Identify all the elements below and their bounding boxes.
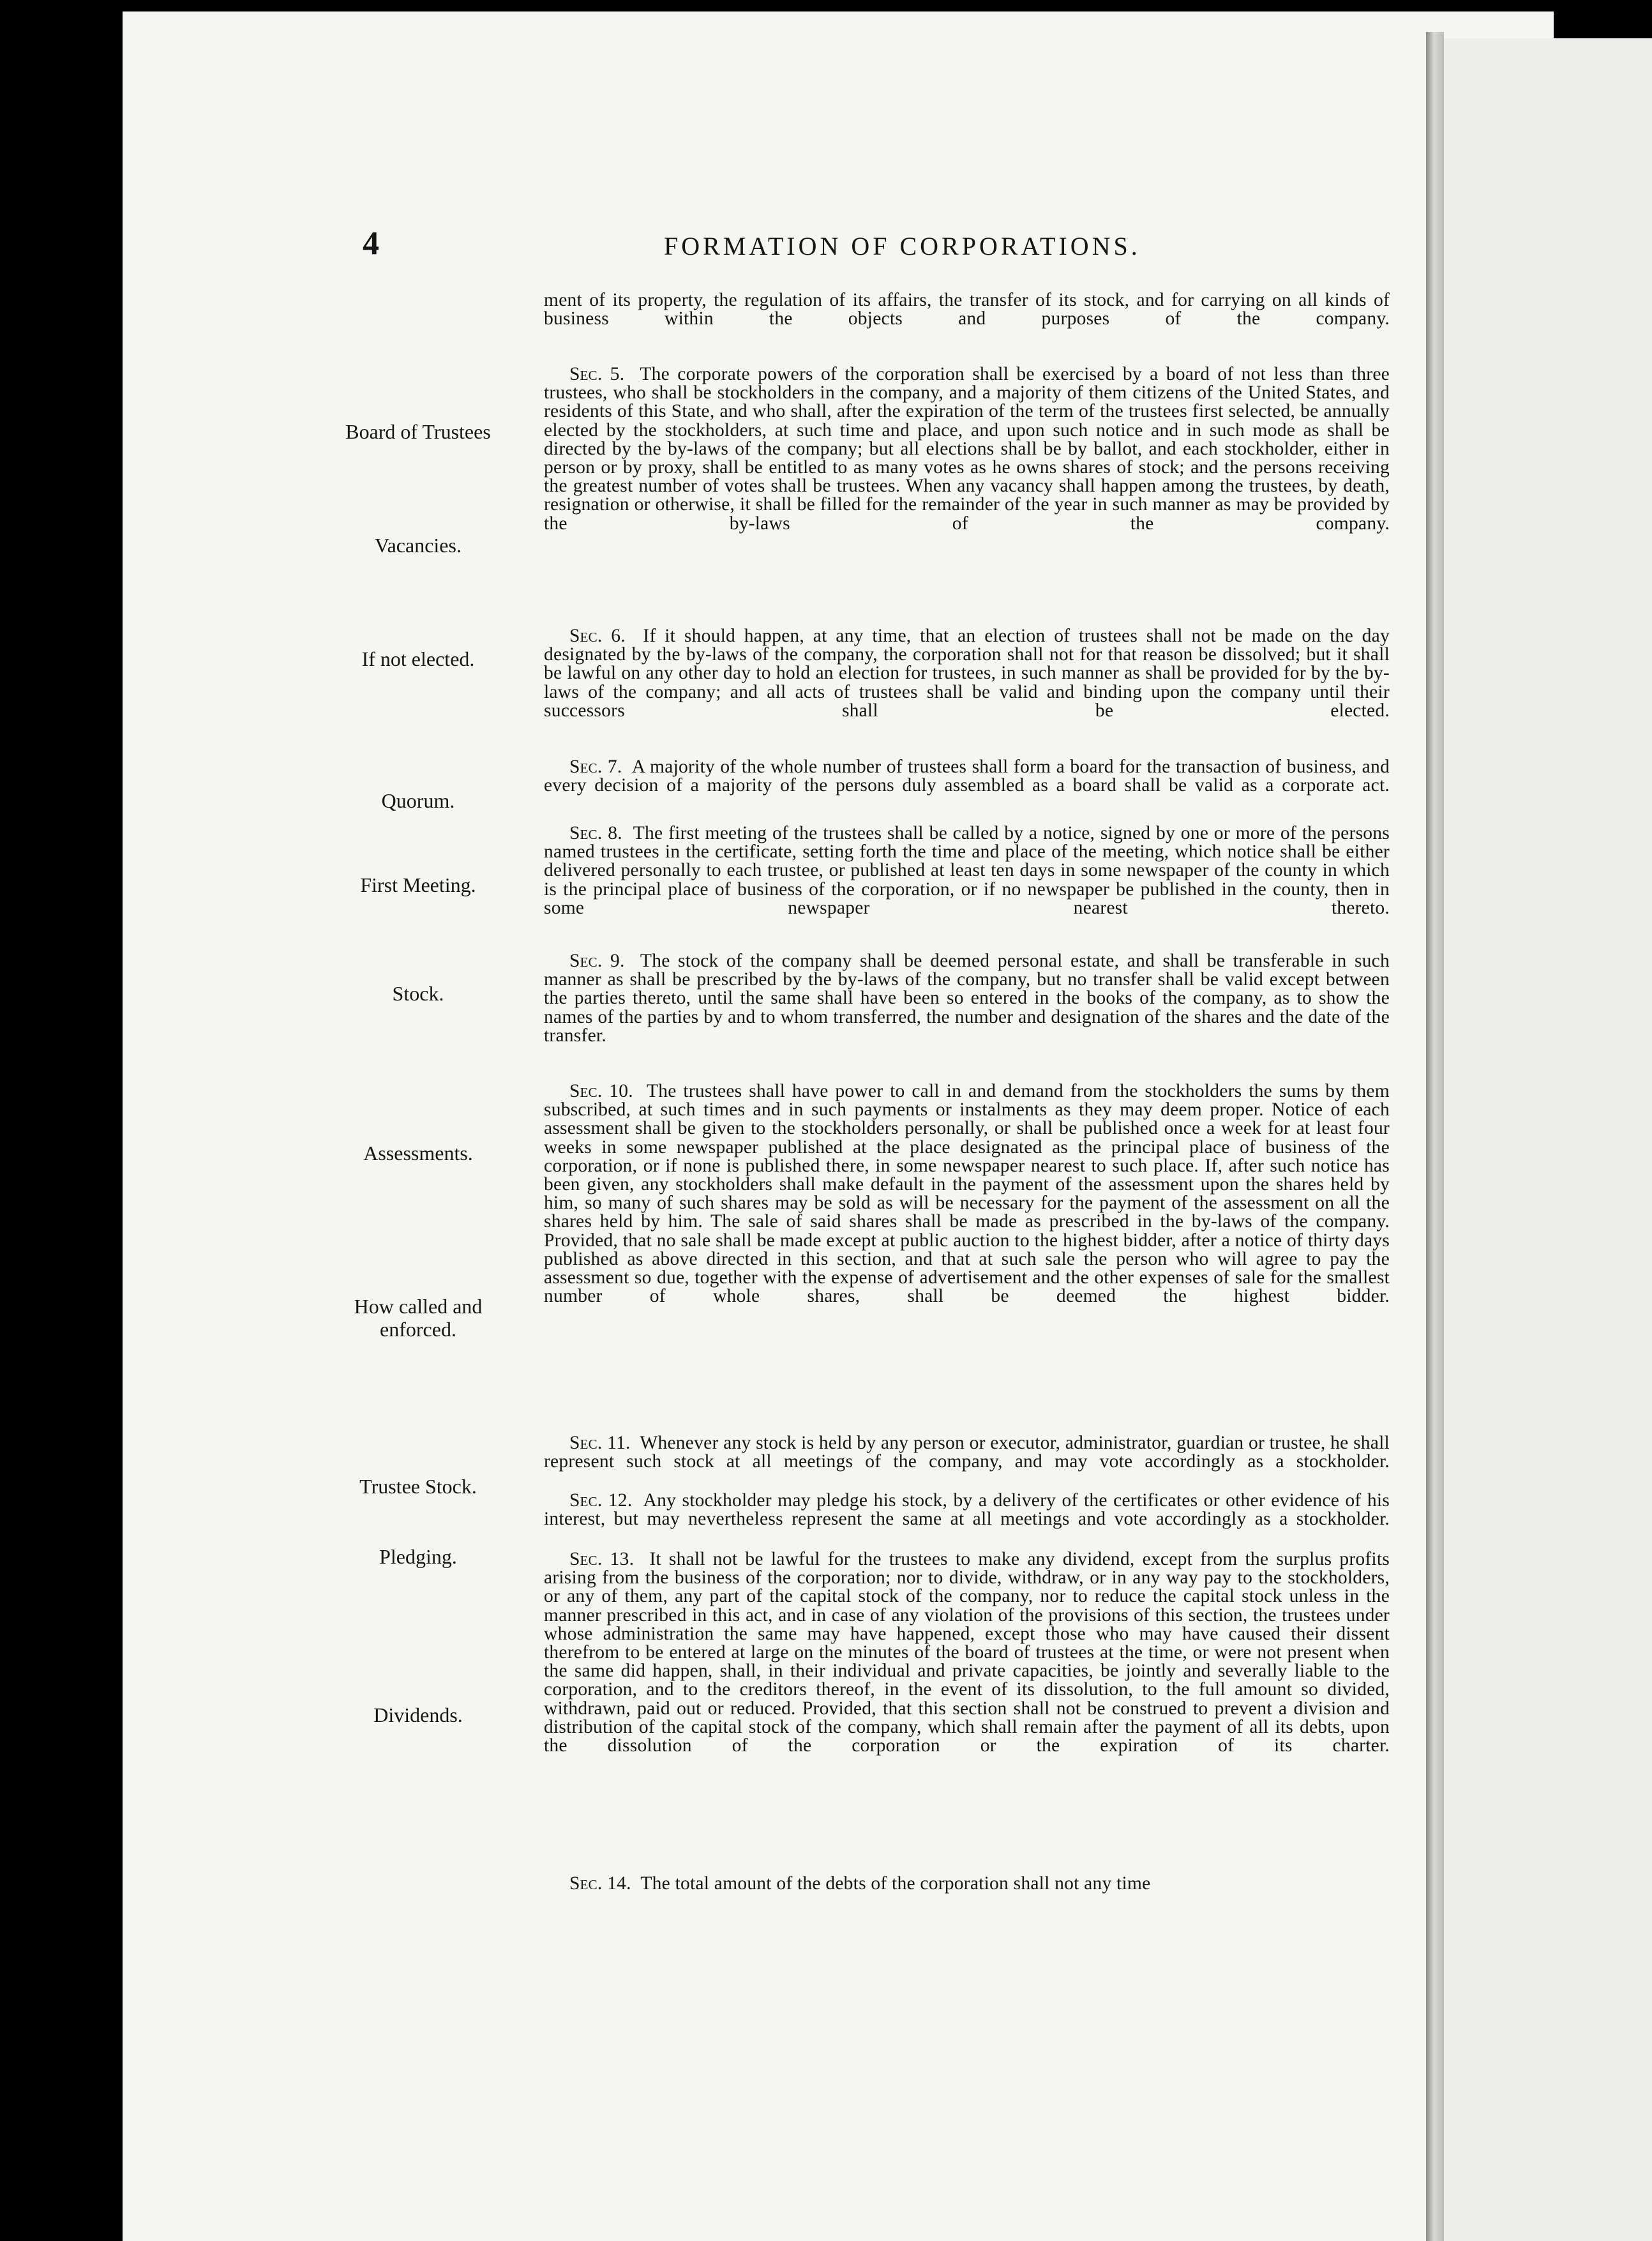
section-number: Sec. 8. [569,823,622,843]
section-number: Sec. 13. [569,1549,635,1569]
margin-note-stock: Stock. [392,982,444,1005]
paragraph-text: The total amount of the debts of the corporation shall not any time [640,1873,1151,1894]
section-number: Sec. 5. [569,364,625,384]
margin-note-dividends: Dividends. [373,1703,463,1726]
paragraph-text: The first meeting of the trustees shall be called by a notice, signed by one or more of the persons named trustees in the certificate, setting forth the time and place of the meeting, which notice shall be either delivered personally to each trustee, or published at least ten days in some newspaper of the county in which is the principal place of business of the corporation, or if no newspaper be published in the county, then in some newspaper nearest thereto. [544,823,1390,918]
paragraph-text: If it should happen, at any time, that an election of trustees shall not be made on the day designated by the by-laws of the company, the corporation shall not for that reason be dissolved; but it shall be lawful on any other day to hold an election for trustees, in such manner as shall be provided for by the by-laws of the company; and all acts of trustees shall be valid and binding upon the company until their successors shall be elected. [544,626,1390,721]
section-number: Sec. 12. [569,1490,633,1511]
page-number: 4 [363,225,379,262]
margin-note-quorum: Quorum. [381,789,455,812]
section-7 [544,758,1390,824]
section-11 [544,1434,1390,1491]
section-number: Sec. 14. [569,1873,631,1894]
section-9 [544,952,1390,1082]
section-10 [544,1082,1390,1434]
margin-note-if-not-elected: If not elected. [361,647,475,670]
margin-note-vacancies: Vacancies. [375,534,462,557]
paragraph-text: ment of its property, the regulation of its affairs, the transfer of its stock, and for carrying on all kinds of business within the objects and purposes of the company. [544,290,1390,329]
section-8 [544,824,1390,952]
section-14 [544,1875,1390,1893]
page-gutter [1426,32,1444,2241]
running-title: FORMATION OF CORPORATIONS. [664,232,1141,260]
margin-note-pledging: Pledging. [379,1545,457,1568]
section-13 [544,1550,1390,1875]
margin-note-first-meeting: First Meeting. [360,873,476,896]
margin-note-board-of-trustees: Board of Trustees [345,420,491,443]
margin-note-trustee-stock: Trustee Stock. [359,1475,477,1498]
section-number: Sec. 7. [569,757,622,777]
section-6 [544,627,1390,758]
section-5 [544,365,1390,627]
section-number: Sec. 9. [569,951,625,971]
paragraph-text: The corporate powers of the corporation shall be exercised by a board of not less than three trustees, who shall be stockholders in the company, and a majority of them citizens of the United States, and residents of this State, and who shall, after the expiration of the term of the trustees first selected, be annually elected by the stockholders, at such time and place, and upon such notice and in such mode as shall be directed by the by-laws of the company; but all elections shall be by ballot, and each stockholder, either in person or by proxy, shall be entitled to as many votes as he owns shares of stock; and the persons receiving the greatest number of votes shall be trustees. When any vacancy shall happen among the trustees, by death, resignation or otherwise, it shall be filled for the remainder of the year in such manner as may be provided by the by-laws of the company. [544,364,1390,534]
section-number: Sec. 6. [569,626,626,646]
paragraph-text: Whenever any stock is held by any person or executor, administrator, guardian or trustee, he shall represent such stock at all meetings of the company, and may vote accordingly as a stockholder. [544,1433,1390,1472]
paragraph-text: The trustees shall have power to call in and demand from the stockholders the sums by them subscribed, at such times and in such payments or instalments as they may deem proper. Notice of each assessment shall be given to the stockholders personally, or shall be published once a week for at least four weeks in some newspaper published at the place designated as the principal place of business of the corporation, or if none is published there, in some newspaper nearest to such place. If, after such notice has been given, any stockholders shall make default in the payment of the assessment upon the shares held by him, so many of such shares may be sold as will be necessary for the payment of the assessment on all the shares held by him. The sale of said shares shall be made as prescribed in the by-laws of the company. Provided, that no sale shall be made except at public auction to the highest bidder, after a notice of thirty days published as above directed in this section, and that at such sale the person who will agree to pay the assessment so due, together with the expense of advertisement and the other expenses of sale for the smallest number of whole shares, shall be deemed the highest bidder. [544,1081,1390,1307]
section-number: Sec. 11. [569,1433,631,1453]
paragraph-text: It shall not be lawful for the trustees to make any dividend, except from the surplus profits arising from the business of the corporation; nor to divide, withdraw, or in any way pay to the stockholders, or any of them, any part of the capital stock of the company, nor to reduce the capital stock unless in the manner prescribed in this act, and in case of any violation of the provisions of this section, the trustees under whose administration the same may have happened, except those who may have caused their dissent therefrom to be entered at large on the minutes of the board of trustees at the time, or were not present when the same did happen, shall, in their individual and private capacities, be jointly and severally liable to the corporation, and to the creditors thereof, in the event of its dissolution, to the full amount so divided, withdrawn, paid out or reduced. Provided, that this section shall not be construed to prevent a division and distribution of the capital stock of the company, which shall remain after the payment of all its debts, upon the dissolution of the corporation or the expiration of its charter. [544,1549,1390,1756]
statute-text [544,291,1390,1893]
section-12 [544,1491,1390,1550]
margin-note-how-called-and-enforced: How called and enforced. [354,1295,483,1341]
section-number: Sec. 10. [569,1081,633,1101]
paragraph-continuation [544,291,1390,365]
paragraph-text: A majority of the whole number of trustees shall form a board for the transaction of business, and every decision of a majority of the persons duly assembled as a board shall be valid as a corporate act. [544,757,1390,796]
paragraph-text: Any stockholder may pledge his stock, by a delivery of the certificates or other evidence of his interest, but may nevertheless represent the same at all meetings and vote accordingly as a stockholder. [544,1490,1390,1530]
facing-page-edge [1444,38,1652,2241]
paragraph-text: The stock of the company shall be deemed personal estate, and shall be transferable in such manner as shall be prescribed by the by-laws of the company, but no transfer shall be valid except between the parties thereto, until the same shall have been so entered in the books of the company, as to show the names of the parties by and to whom transferred, the number and designation of the shares and the date of the transfer. [544,951,1390,1046]
margin-note-assessments: Assessments. [363,1142,473,1165]
